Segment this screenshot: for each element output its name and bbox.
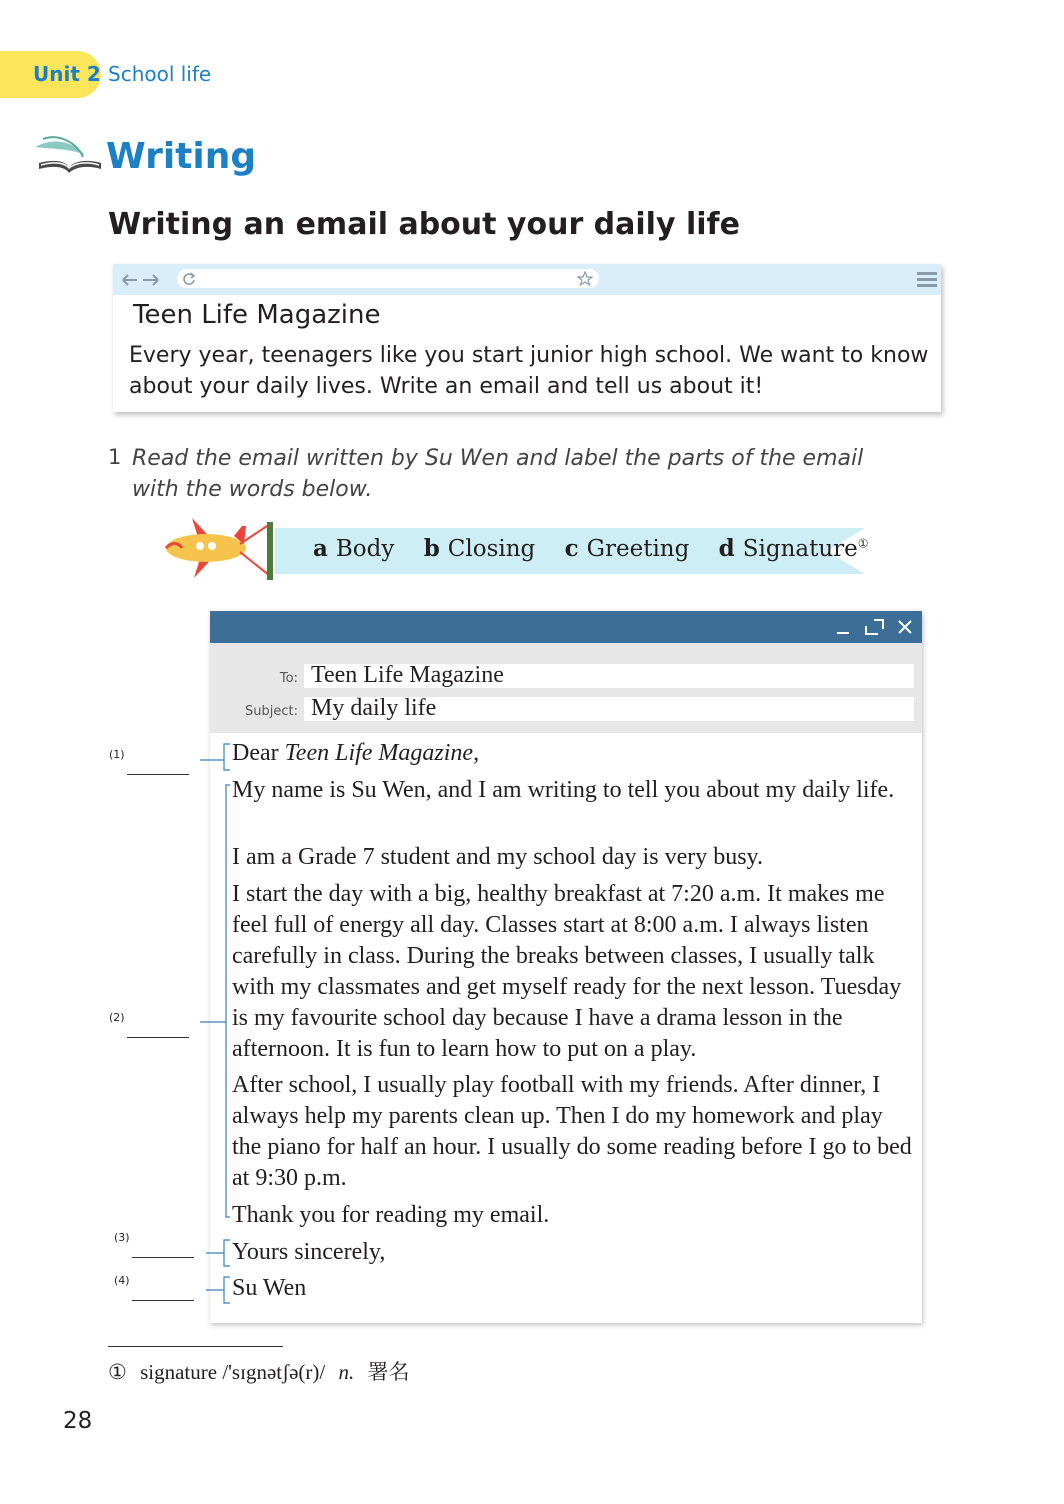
unit-label: Unit 2 — [33, 62, 101, 86]
minimize-icon[interactable] — [836, 619, 850, 635]
magazine-title: Teen Life Magazine — [133, 300, 381, 330]
close-icon[interactable] — [897, 619, 913, 635]
email-body-paragraph: After school, I usually play football with my friends. After dinner, I always help my parents clean up. Then I do my homework and play the piano for half an hour. I usually do some reading before I go to bed at 9:30 p.m. — [232, 1072, 912, 1191]
task-instruction: Read the email written by Su Wen and label the parts of the email with the words below. — [132, 446, 864, 502]
window-title-bar — [210, 611, 922, 643]
menu-icon[interactable] — [917, 271, 937, 287]
airplane-icon — [164, 514, 276, 582]
label-number-3: (3) — [114, 1231, 130, 1244]
magazine-card — [113, 264, 941, 412]
part-brackets — [198, 738, 234, 1308]
label-number-1: (1) — [109, 748, 125, 761]
email-body-paragraph: I start the day with a big, healthy breakfast at 7:20 a.m. It makes me feel full of energy all day. Classes start at 8:00 a.m. I always listen carefully in class. During the breaks between classes, I usually talk with my classmates and get myself ready for the next lesson. Tuesday is my favourite school day because I have a drama lesson in the afternoon. It is fun to learn how to put on a play. — [232, 881, 902, 1062]
options-list — [313, 535, 891, 562]
email-header — [210, 643, 922, 733]
section-heading: Writing — [106, 136, 257, 177]
reload-icon[interactable] — [181, 271, 197, 287]
magazine-text: Every year, teenagers like you start junior high school. We want to know about your daily lives. Write an email and tell us about it! — [129, 343, 929, 399]
back-forward-icon[interactable] — [121, 272, 161, 288]
label-number-2: (2) — [109, 1011, 125, 1024]
footnote: ① signature /'sɪgnətʃə(r)/ n. 署名 — [108, 1360, 410, 1384]
unit-title: School life — [108, 62, 212, 86]
option-body: a Body — [313, 535, 395, 562]
page-number: 28 — [63, 1408, 93, 1434]
option-signature: d Signature① — [718, 535, 869, 562]
answer-blank-3[interactable] — [132, 1257, 194, 1258]
option-greeting: c Greeting — [564, 535, 690, 562]
option-closing: b Closing — [423, 535, 536, 562]
label-number-4: (4) — [114, 1274, 130, 1287]
footnote-rule — [108, 1346, 283, 1347]
to-value: Teen Life Magazine — [311, 662, 504, 688]
email-greeting: Dear Teen Life Magazine, — [232, 740, 480, 766]
footnote-marker: ① — [857, 536, 869, 551]
answer-blank-1[interactable] — [127, 774, 189, 775]
page-title: Writing an email about your daily life — [108, 207, 740, 242]
email-signature: Su Wen — [232, 1275, 307, 1301]
email-closing: Yours sincerely, — [232, 1239, 386, 1265]
subject-value: My daily life — [311, 695, 437, 721]
email-body-paragraph: My name is Su Wen, and I am writing to tell you about my daily life. — [232, 777, 895, 803]
maximize-icon[interactable] — [864, 618, 886, 636]
subject-label: Subject: — [245, 704, 298, 719]
answer-blank-4[interactable] — [132, 1300, 194, 1301]
star-icon[interactable] — [577, 271, 593, 287]
answer-blank-2[interactable] — [127, 1037, 189, 1038]
browser-bar — [113, 264, 941, 295]
to-label: To: — [279, 671, 298, 686]
email-body-paragraph: Thank you for reading my email. — [232, 1202, 550, 1228]
address-bar[interactable] — [177, 269, 599, 288]
open-book-icon — [33, 135, 103, 175]
email-body-paragraph: I am a Grade 7 student and my school day is very busy. — [232, 844, 763, 870]
task-number: 1 — [108, 445, 122, 469]
